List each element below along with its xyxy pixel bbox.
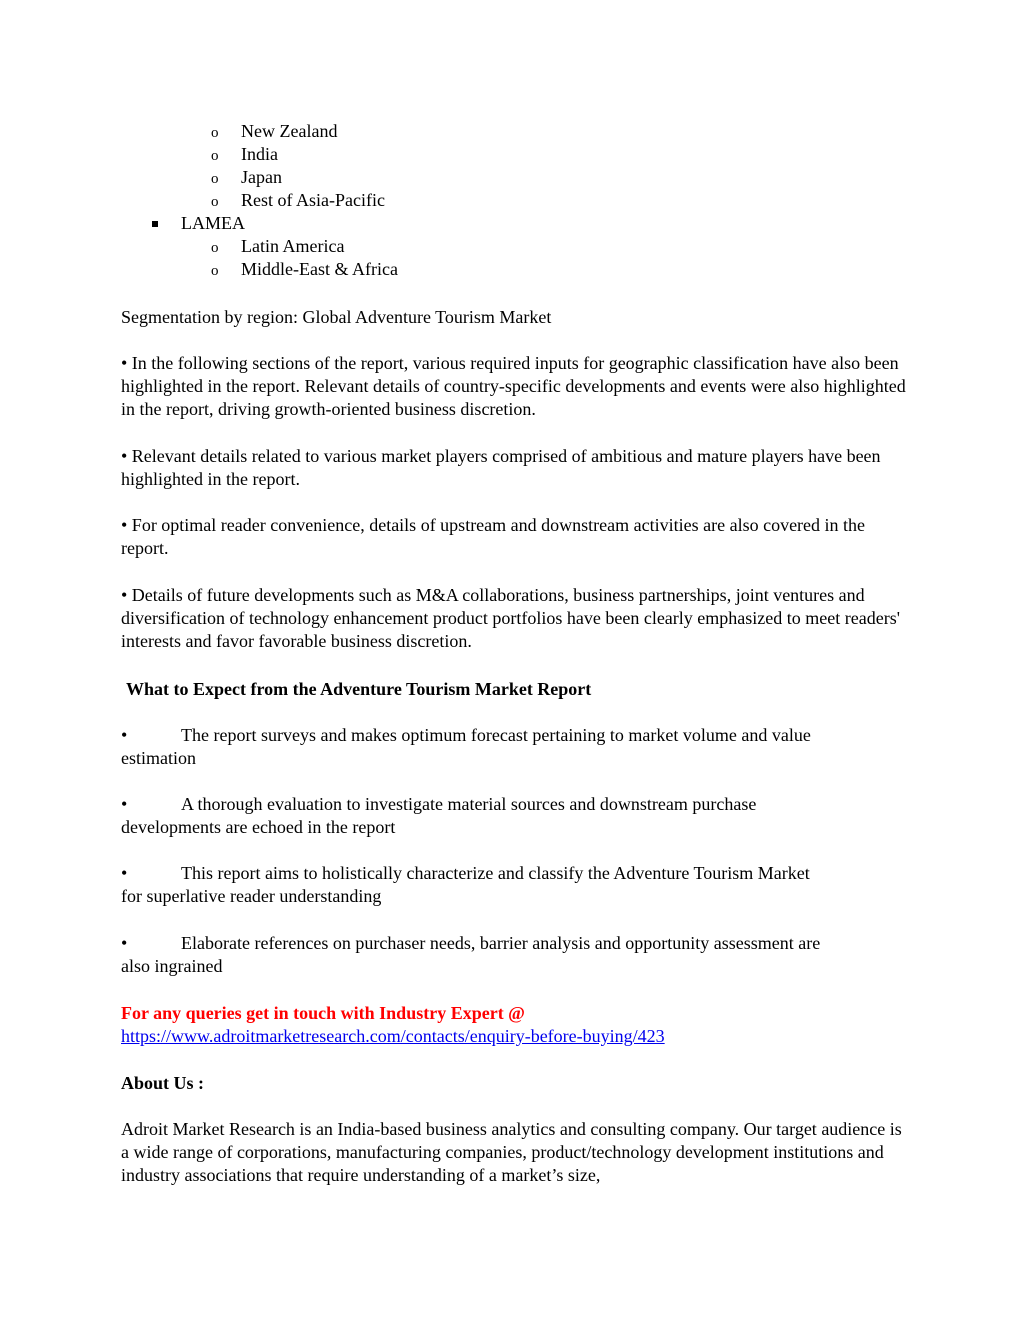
region-item-india: India xyxy=(241,144,278,164)
region-item-new-zealand: New Zealand xyxy=(241,121,338,141)
expect-item-continuation: also ingrained xyxy=(121,956,223,976)
expect-item-continuation: for superlative reader understanding xyxy=(121,886,382,906)
report-bullet-paragraph: • In the following sections of the report, various required inputs for geographic classification have also been highlighted in the report. Relevant details of country-specific developments and events were also highlighted in the report, driving growth-oriented business discretion. xyxy=(121,353,906,420)
sub-bullet-marker: o xyxy=(211,148,219,164)
bullet-icon: • xyxy=(121,933,128,953)
square-bullet-icon xyxy=(152,221,158,227)
expect-heading: What to Expect from the Adventure Tourism Market Report xyxy=(126,679,592,699)
expect-item-continuation: estimation xyxy=(121,748,196,768)
region-group-lamea: LAMEA xyxy=(181,213,245,233)
region-item-middle-east-africa: Middle-East & Africa xyxy=(241,259,398,279)
sub-bullet-marker: o xyxy=(211,171,219,187)
region-item-latin-america: Latin America xyxy=(241,236,345,256)
expect-item-text: The report surveys and makes optimum forecast pertaining to market volume and value xyxy=(181,725,811,745)
bullet-icon: • xyxy=(121,794,128,814)
region-item-japan: Japan xyxy=(241,167,282,187)
report-bullet-paragraph: • Details of future developments such as M&A collaborations, business partnerships, joint ventures and diversification of technology enhancement product portfolios have been clearly emphasized to meet readers' interests and favor favorable business discretion. xyxy=(121,585,900,652)
expect-item-text: A thorough evaluation to investigate material sources and downstream purchase xyxy=(181,794,757,814)
expect-item-text: This report aims to holistically characterize and classify the Adventure Tourism Market xyxy=(181,863,810,883)
report-bullet-paragraph: • For optimal reader convenience, details of upstream and downstream activities are also covered in the report. xyxy=(121,515,866,559)
enquiry-link[interactable]: https://www.adroitmarketresearch.com/contacts/enquiry-before-buying/423 xyxy=(121,1026,665,1046)
sub-bullet-marker: o xyxy=(211,263,219,279)
sub-bullet-marker: o xyxy=(211,125,219,141)
sub-bullet-marker: o xyxy=(211,240,219,256)
about-body: Adroit Market Research is an India-based business analytics and consulting company. Our target audience is a wide range of corporations, manufacturing companies, product/technology development institutions and industry associations that require understanding of a market’s size, xyxy=(121,1119,902,1186)
about-heading: About Us : xyxy=(121,1073,205,1093)
expect-item-text: Elaborate references on purchaser needs, barrier analysis and opportunity assessment are xyxy=(181,933,821,953)
region-item-rest-of-asia-pacific: Rest of Asia-Pacific xyxy=(241,190,385,210)
sub-bullet-marker: o xyxy=(211,194,219,210)
segmentation-title: Segmentation by region: Global Adventure Tourism Market xyxy=(121,307,552,327)
queries-text: For any queries get in touch with Industry Expert @ xyxy=(121,1003,525,1023)
expect-item-continuation: developments are echoed in the report xyxy=(121,817,396,837)
report-bullet-paragraph: • Relevant details related to various market players comprised of ambitious and mature players have been highlighted in the report. xyxy=(121,446,881,490)
bullet-icon: • xyxy=(121,863,128,883)
bullet-icon: • xyxy=(121,725,128,745)
